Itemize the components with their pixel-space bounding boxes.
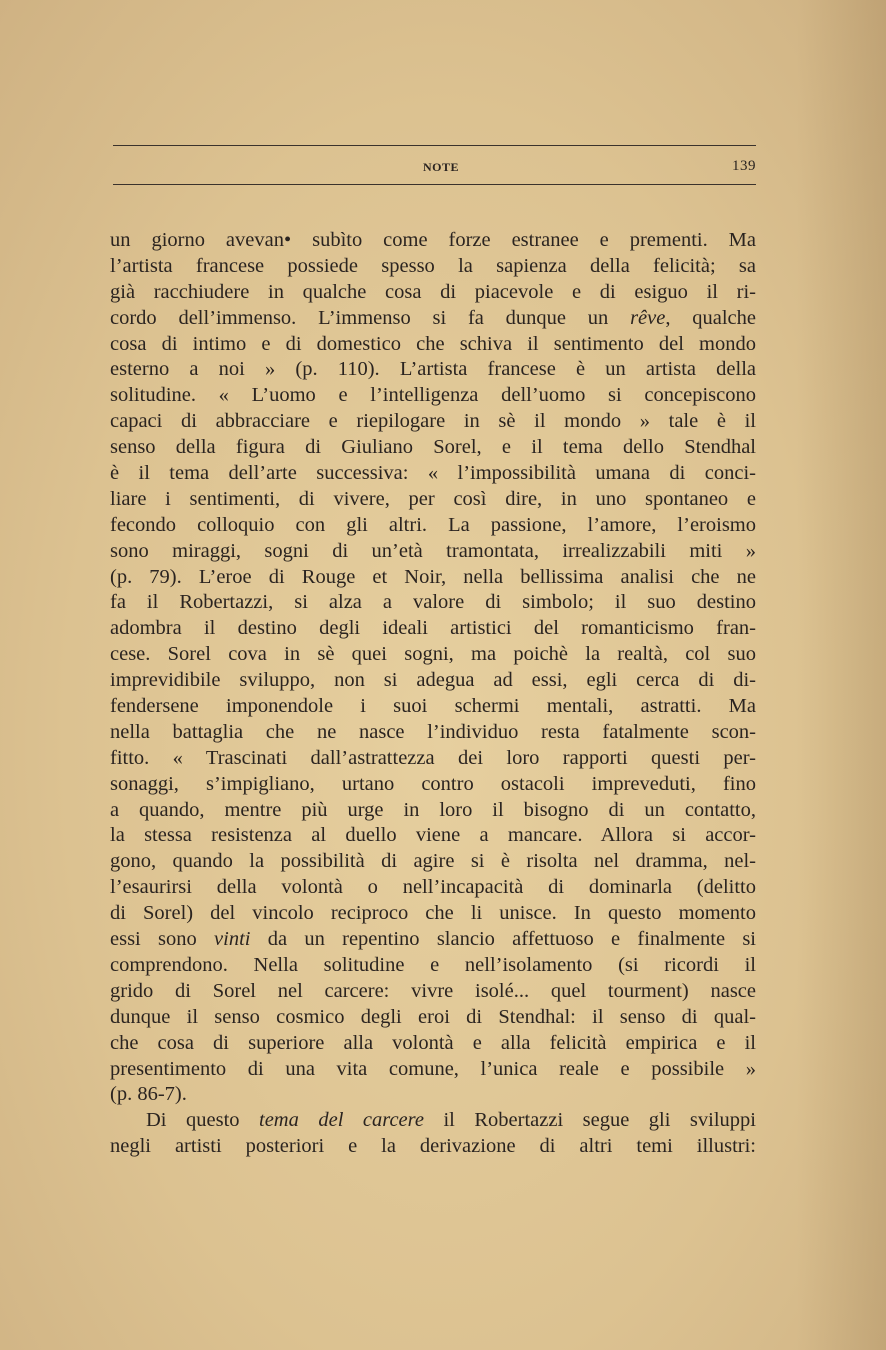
text-line: presentimento di una vita comune, l’unica reale e possibile » <box>110 1057 756 1080</box>
text-segment: , qualche <box>665 306 757 329</box>
text-line <box>110 1108 756 1134</box>
text-line: la stessa resistenza al duello viene a mancare. Allora si accor- <box>110 824 756 847</box>
text-line: negli artisti posteriori e la derivazione di altri temi illustri: <box>110 1135 756 1158</box>
running-head <box>113 158 756 178</box>
text-line: di Sorel) del vincolo reciproco che li unisce. In questo momento <box>110 902 756 925</box>
text-line: fa il Robertazzi, si alza a valore di simbolo; il suo destino <box>110 591 756 614</box>
text-line: un giorno avevan• subìto come forze estranee e prementi. Ma <box>110 229 756 251</box>
text-segment: essi sono <box>110 928 215 951</box>
text-line: (p. 86-7). <box>110 1083 187 1106</box>
text-line: l’artista francese possiede spesso la sapienza della felicità; sa <box>110 254 756 277</box>
text-line: fendersene imponendole i suoi schermi mentali, astratti. Ma <box>110 695 756 718</box>
text-line: liare i sentimenti, di vivere, per così dire, in uno spontaneo e <box>110 487 756 510</box>
text-line: comprendono. Nella solitudine e nell’isolamento (si ricordi il <box>110 953 756 976</box>
running-head-title: NOTE <box>423 160 460 174</box>
text-segment: il Robertazzi segue gli sviluppi <box>423 1109 756 1132</box>
text-line: cosa di intimo e di domestico che schiva il sentimento del mondo <box>110 332 756 355</box>
text-line: adombra il destino degli ideali artistici del romanticismo fran- <box>110 617 756 640</box>
text-segment: da un repentino slancio affettuoso e finalmente si <box>250 928 757 951</box>
text-line: già racchiudere in qualche cosa di piacevole e di esiguo il ri- <box>110 280 756 303</box>
text-line: imprevidibile sviluppo, non si adegua ad essi, egli cerca di di- <box>110 669 756 692</box>
body-text <box>110 228 756 1160</box>
text-segment: cordo dell’immenso. L’immenso si fa dunque un <box>110 306 631 329</box>
text-line: l’esaurirsi della volontà o nell’incapacità di dominarla (delitto <box>110 876 756 899</box>
text-line: è il tema dell’arte successiva: « l’impossibilità umana di conci- <box>110 462 756 485</box>
page-number: 139 <box>732 158 756 174</box>
text-line: senso della figura di Giuliano Sorel, e il tema dello Stendhal <box>110 436 756 459</box>
text-line <box>110 306 756 332</box>
italic-segment: tema del carcere <box>259 1109 424 1132</box>
header-rule-bottom <box>113 184 756 185</box>
text-line: a quando, mentre più urge in loro il bisogno di un contatto, <box>110 798 756 821</box>
text-line: cese. Sorel cova in sè quei sogni, ma poichè la realtà, col suo <box>110 643 756 666</box>
text-line: capaci di abbracciare e riepilogare in sè il mondo » tale è il <box>110 410 756 433</box>
text-segment: Di questo <box>146 1109 260 1132</box>
header-rule-top <box>113 145 756 146</box>
text-line: dunque il senso cosmico degli eroi di Stendhal: il senso di qual- <box>110 1005 756 1028</box>
text-line: solitudine. « L’uomo e l’intelligenza dell’uomo si concepiscono <box>110 384 756 407</box>
text-line: (p. 79). L’eroe di Rouge et Noir, nella bellissima analisi che ne <box>110 565 756 588</box>
text-line: gono, quando la possibilità di agire si è risolta nel dramma, nel- <box>110 850 756 873</box>
text-line: sono miraggi, sogni di un’età tramontata, irrealizzabili miti » <box>110 539 756 562</box>
text-line: fecondo colloquio con gli altri. La passione, l’amore, l’eroismo <box>110 513 756 536</box>
text-line: sonaggi, s’impigliano, urtano contro ostacoli impreveduti, fino <box>110 772 756 795</box>
italic-segment: vinti <box>214 928 251 951</box>
page-edge-shadow <box>796 0 886 1350</box>
text-line: nella battaglia che ne nasce l’individuo resta fatalmente scon- <box>110 720 756 743</box>
text-line: grido di Sorel nel carcere: vivre isolé... quel tourment) nasce <box>110 979 756 1002</box>
text-line: fitto. « Trascinati dall’astrattezza dei loro rapporti questi per- <box>110 746 756 769</box>
text-line <box>110 927 756 953</box>
text-line: che cosa di superiore alla volontà e alla felicità empirica e il <box>110 1031 756 1054</box>
italic-segment: rêve <box>630 306 666 329</box>
text-line: esterno a noi » (p. 110). L’artista francese è un artista della <box>110 358 756 381</box>
